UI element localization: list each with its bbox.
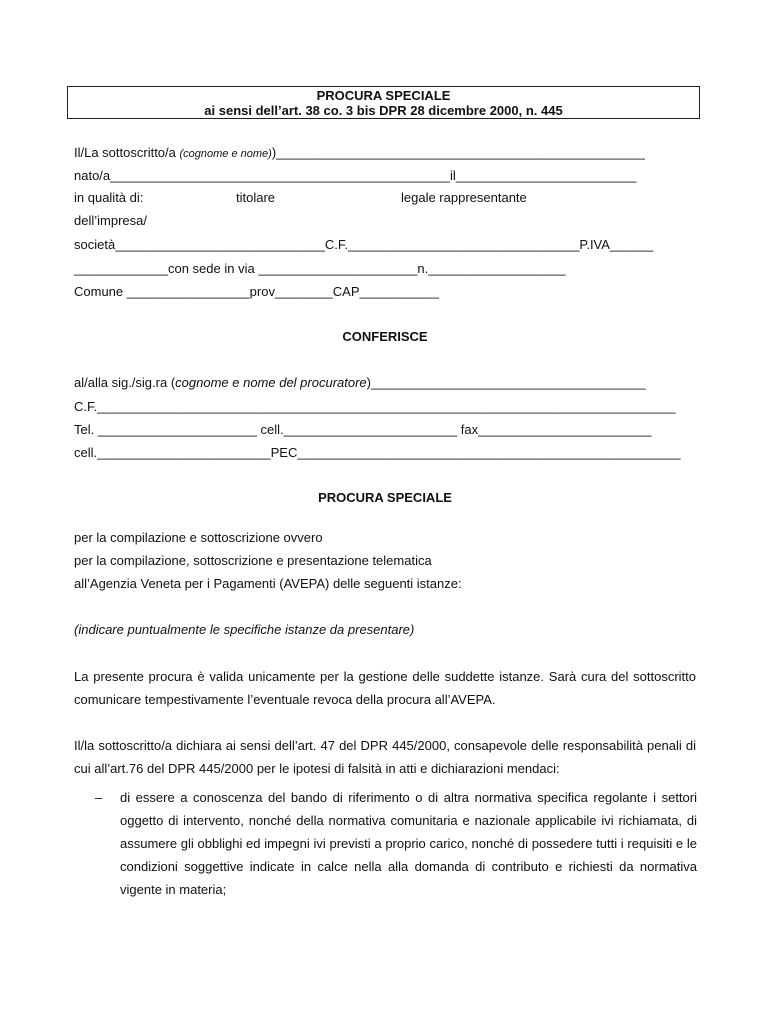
societa-line[interactable]: società_____________________________C.F.________________________________P.IVA______ (74, 237, 654, 252)
indicare-note: (indicare puntualmente le specifiche istanze da presentare) (74, 622, 415, 637)
per-line-2: per la compilazione, sottoscrizione e presentazione telematica (74, 553, 432, 568)
procura-heading: PROCURA SPECIALE (318, 490, 452, 505)
procuratore-label: al/alla sig./sig.ra ( (74, 375, 176, 390)
nato-line[interactable]: nato/a_______________________________________________il_________________________ (74, 168, 637, 183)
titolare-option[interactable]: titolare (236, 190, 276, 205)
per-line-1: per la compilazione e sottoscrizione ovvero (74, 530, 323, 545)
bullet-dash: – (95, 790, 103, 805)
comune-line[interactable]: Comune _________________prov________CAP___________ (74, 284, 440, 299)
sottoscritto-hint: (cognome e nome) (179, 148, 272, 160)
sede-line[interactable]: _____________con sede in via ______________________n.___________________ (74, 261, 566, 276)
title-line-2: ai sensi dell’art. 38 co. 3 bis DPR 28 dicembre 2000, n. 445 (204, 103, 563, 118)
sottoscritto-line: Il/La sottoscritto/a (cognome e nome))___________________________________________________ (74, 145, 645, 160)
sottoscritto-label: Il/La sottoscritto/a (74, 145, 180, 160)
impresa-label: dell’impresa/ (74, 213, 147, 228)
qualita-label: in qualità di: (74, 190, 144, 205)
legale-option[interactable]: legale rappresentante (401, 190, 527, 205)
per-line-3: all’Agenzia Veneta per i Pagamenti (AVEPA) delle seguenti istanze: (74, 576, 462, 591)
tel-line[interactable]: Tel. ______________________ cell.________________________ fax________________________ (74, 422, 652, 437)
procuratore-field[interactable]: )______________________________________ (366, 375, 646, 390)
title-box (67, 86, 700, 119)
procuratore-line (74, 375, 696, 391)
dichiara-paragraph: Il/la sottoscritto/a dichiara ai sensi dell’art. 47 del DPR 445/2000, consapevole delle responsabilità penali di cui all’art.76 del DPR 445/2000 per le ipotesi di falsità in atti e dichiarazioni mendaci: (74, 738, 696, 776)
validita-paragraph: La presente procura è valida unicamente per la gestione delle suddette istanze. Sarà cura del sottoscritto comunicare tempestivamente l’eventuale revoca della procura all’AVEPA. (74, 669, 696, 707)
procuratore-hint: cognome e nome del procuratore (175, 375, 367, 390)
sottoscritto-field[interactable]: ___________________________________________________ (276, 145, 645, 160)
bullet-item-1: di essere a conoscenza del bando di riferimento o di altra normativa specifica regolante i settori oggetto di intervento, nonché della normativa comunitaria e nazionale applicabile ivi richiamata, di assumere gli obblighi ed impegni ivi previsti a proprio carico, nonché di possedere tutti i requisiti e le condizioni soggettive indicate in calce nella alla domanda di contributo e richiesti da normativa vigente in materia; (120, 790, 697, 897)
cf-line[interactable]: C.F.________________________________________________________________________________ (74, 399, 676, 414)
title-line-1: PROCURA SPECIALE (316, 88, 451, 103)
conferisce-heading: CONFERISCE (342, 329, 428, 344)
cell-pec-line[interactable]: cell.________________________PEC_____________________________________________________ (74, 445, 681, 460)
